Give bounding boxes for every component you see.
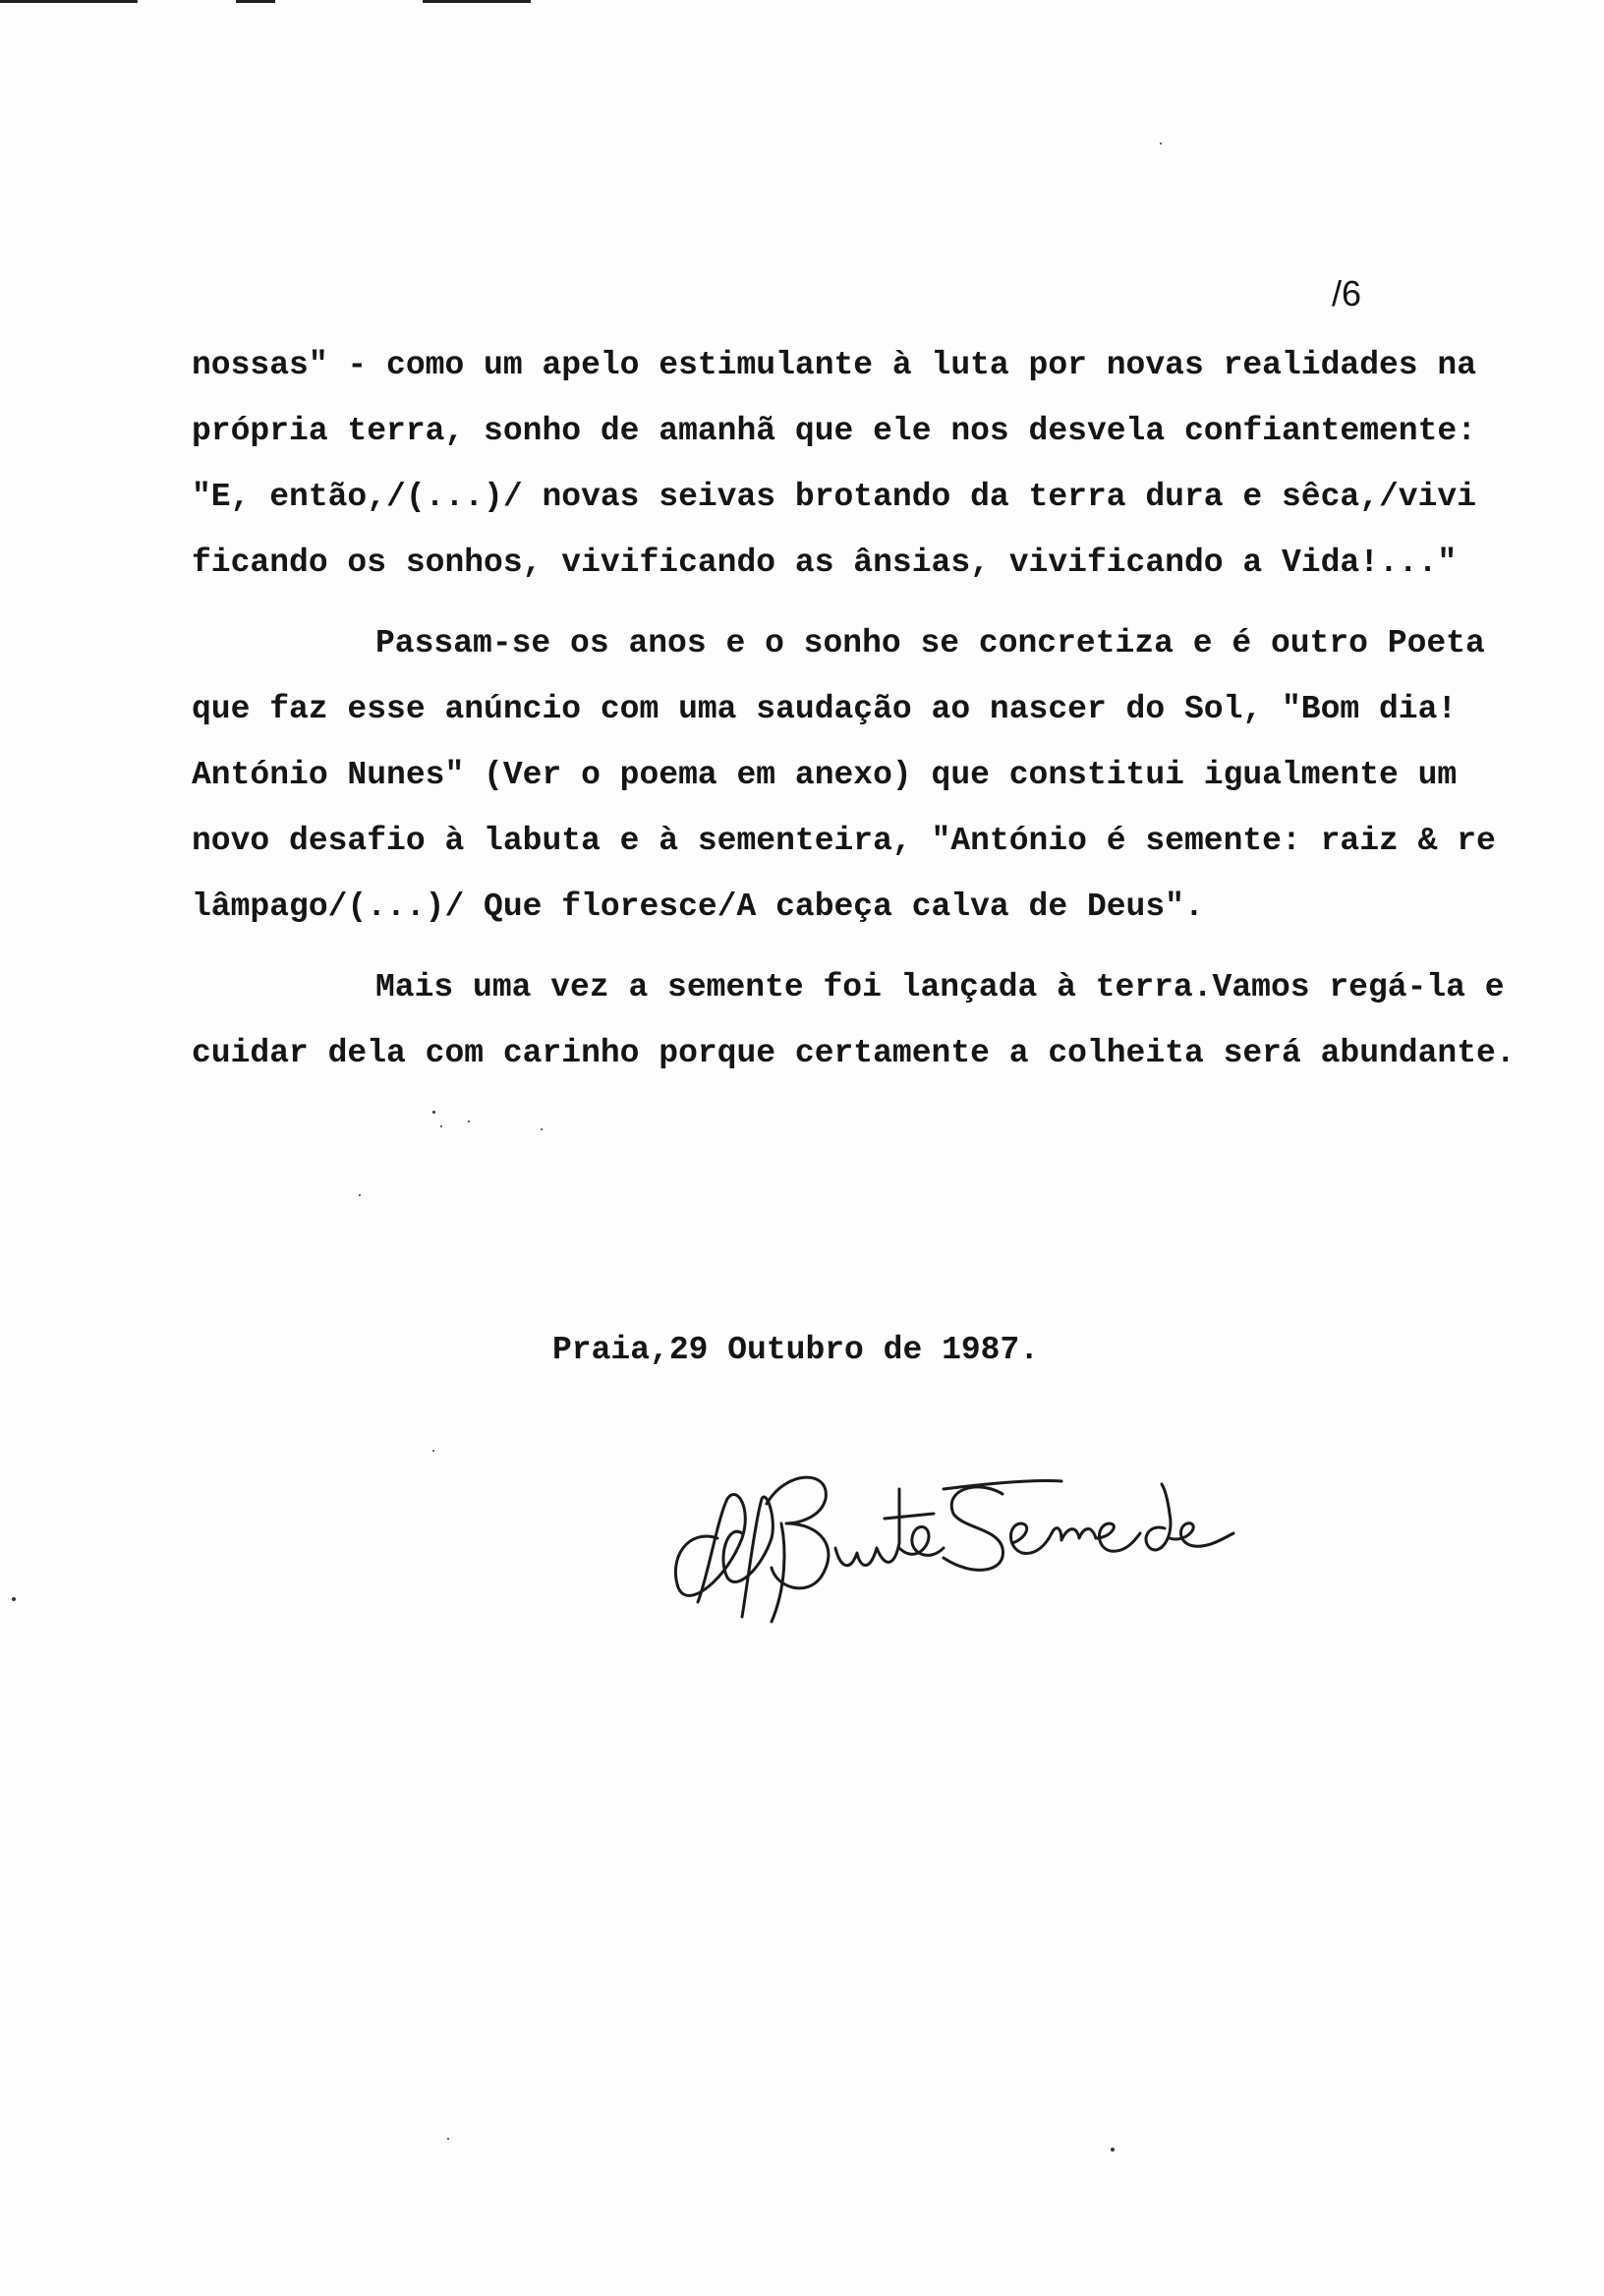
date-line: Praia,29 Outubro de 1987.: [552, 1332, 1040, 1368]
ink-speck: [432, 1450, 434, 1452]
ink-speck: [432, 1111, 435, 1114]
text-line: Mais uma vez a semente foi lançada à terra.Vamos regá-la e: [375, 969, 1505, 1005]
paragraph: [192, 332, 1558, 596]
ink-speck: [1160, 143, 1162, 144]
text-line: ficando os sonhos, vivificando as ânsias, vivificando a Vida!...": [192, 545, 1458, 581]
ink-speck: [12, 1597, 16, 1601]
ink-speck: [447, 2138, 449, 2140]
handwritten-signature: [649, 1430, 1258, 1627]
text-line: "E, então,/(...)/ novas seivas brotando da terra dura e sêca,/vivi: [192, 479, 1477, 515]
scan-edge-mark: [236, 0, 275, 3]
paragraph: [192, 610, 1558, 940]
paragraph: [192, 954, 1558, 1086]
text-line: cuidar dela com carinho porque certamente a colheita será abundante.: [192, 1035, 1516, 1071]
text-line: própria terra, sonho de amanhã que ele nos desvela confiantemente:: [192, 413, 1477, 449]
text-line: nossas" - como um apelo estimulante à luta por novas realidades na: [192, 347, 1477, 383]
ink-speck: [1111, 2148, 1115, 2152]
page-number: /6: [1332, 273, 1362, 314]
ink-speck: [440, 1125, 442, 1127]
text-line: António Nunes" (Ver o poema em anexo) que constitui igualmente um: [192, 757, 1458, 793]
text-line: Passam-se os anos e o sonho se concretiza e é outro Poeta: [375, 625, 1485, 661]
text-line: lâmpago/(...)/ Que floresce/A cabeça calva de Deus".: [192, 889, 1204, 925]
text-line: novo desafio à labuta e à sementeira, "António é semente: raiz & re: [192, 823, 1496, 859]
ink-speck: [468, 1120, 470, 1122]
ink-speck: [541, 1128, 543, 1130]
text-line: que faz esse anúncio com uma saudação ao nascer do Sol, "Bom dia!: [192, 691, 1458, 727]
body-text: [192, 332, 1558, 1086]
ink-speck: [359, 1194, 361, 1196]
scan-edge-mark: [0, 0, 138, 3]
scan-edge-mark: [423, 0, 531, 3]
